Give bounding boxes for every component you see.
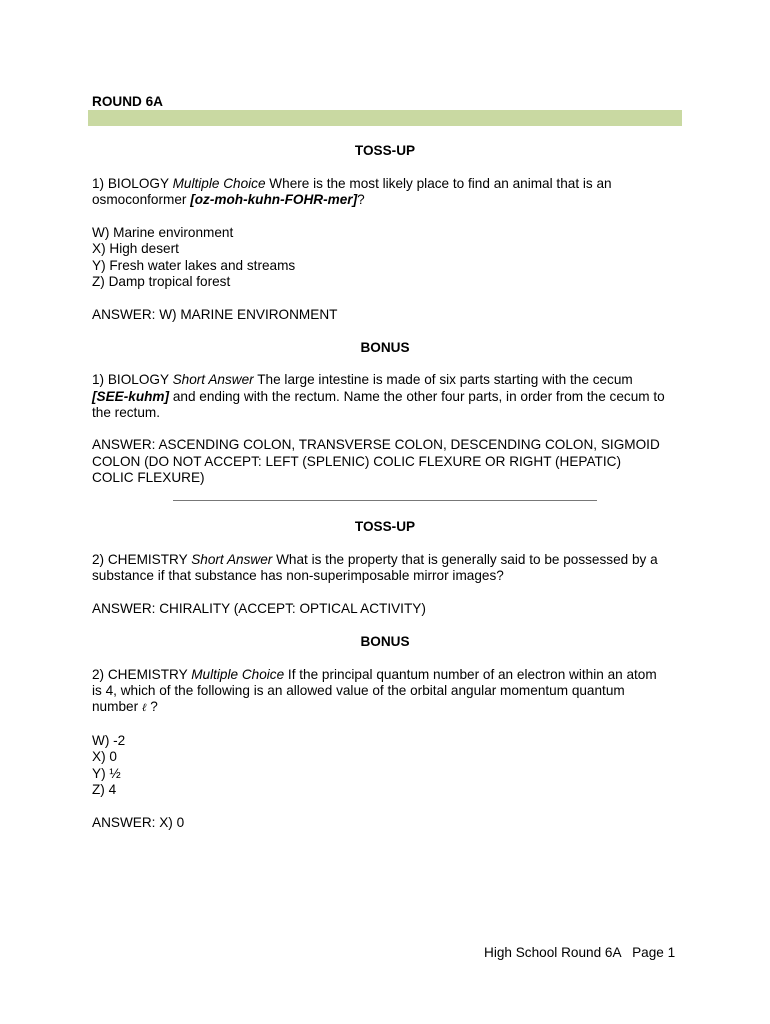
choice-z: Z) Damp tropical forest [92,274,231,289]
tossup-1-line-1 [92,176,612,192]
tossup-1-text: Where is the most likely place to find an animal that is an [265,176,612,191]
choice-w-2: W) -2 [92,733,126,748]
page-footer: High School Round 6A Page 1 [484,945,676,960]
bonus-1-prefix: 1) BIOLOGY [92,372,173,387]
tossup-2-answer: ANSWER: CHIRALITY (ACCEPT: OPTICAL ACTIVITY) [92,601,426,616]
choice-x-2: X) 0 [92,749,117,764]
title-underline-bar [88,110,682,126]
choice-y-2: Y) ½ [92,766,121,781]
bonus-2-type: Multiple Choice [191,667,285,682]
bonus-1-answer-line-2: COLON (DO NOT ACCEPT: LEFT (SPLENIC) COLIC FLEXURE OR RIGHT (HEPATIC) [92,454,621,469]
choice-y: Y) Fresh water lakes and streams [92,258,296,273]
bonus-2-line-3 [92,699,158,716]
tossup-1-answer: ANSWER: W) MARINE ENVIRONMENT [92,307,338,322]
bonus-2-line3-start: number [92,699,142,714]
tossup-1-prefix: 1) BIOLOGY [92,176,173,191]
tossup-2-line-2: substance if that substance has non-superimposable mirror images? [92,568,504,583]
bonus-2-text: If the principal quantum number of an electron within an atom [284,667,657,682]
tossup-1-line2-start: osmoconformer [92,192,191,207]
tossup-heading-1: TOSS-UP [354,143,416,158]
tossup-2-line-1 [92,552,658,568]
round-title: ROUND 6A [92,94,163,109]
bonus-1-line-1 [92,372,633,388]
bonus-1-line2-end: and ending with the rectum. Name the other four parts, in order from the cecum to [169,389,665,404]
bonus-1-line-2 [92,389,665,405]
bonus-2-prefix: 2) CHEMISTRY [92,667,192,682]
bonus-heading-1: BONUS [360,340,410,355]
bonus-heading-2: BONUS [360,634,410,649]
tossup-1-pronunciation: [oz-moh-kuhn-FOHR-mer] [190,192,358,207]
choice-z-2: Z) 4 [92,782,117,797]
tossup-2-prefix: 2) CHEMISTRY [92,552,192,567]
choice-w: W) Marine environment [92,225,234,240]
bonus-1-type: Short Answer [172,372,254,387]
tossup-1-type: Multiple Choice [172,176,266,191]
bonus-2-line-2: is 4, which of the following is an allowed value of the orbital angular momentum quantum [92,683,625,698]
angular-momentum-symbol: ℓ [141,701,147,714]
tossup-1-line2-end: ? [357,192,365,207]
tossup-2-text: What is the property that is generally said to be possessed by a [272,552,658,567]
bonus-1-pronunciation: [SEE-kuhm] [92,389,170,404]
tossup-heading-2: TOSS-UP [354,519,416,534]
bonus-1-answer-line-3: COLIC FLEXURE) [92,470,205,485]
tossup-1-line-2 [92,192,365,208]
section-divider [173,500,597,501]
choice-x: X) High desert [92,241,179,256]
bonus-1-line-3: the rectum. [92,405,160,420]
bonus-2-line3-end: ? [146,699,158,714]
bonus-2-answer: ANSWER: X) 0 [92,815,185,830]
bonus-2-line-1 [92,667,657,683]
tossup-2-type: Short Answer [191,552,273,567]
bonus-1-answer-line-1: ANSWER: ASCENDING COLON, TRANSVERSE COLON, DESCENDING COLON, SIGMOID [92,437,660,452]
bonus-1-text: The large intestine is made of six parts starting with the cecum [253,372,633,387]
